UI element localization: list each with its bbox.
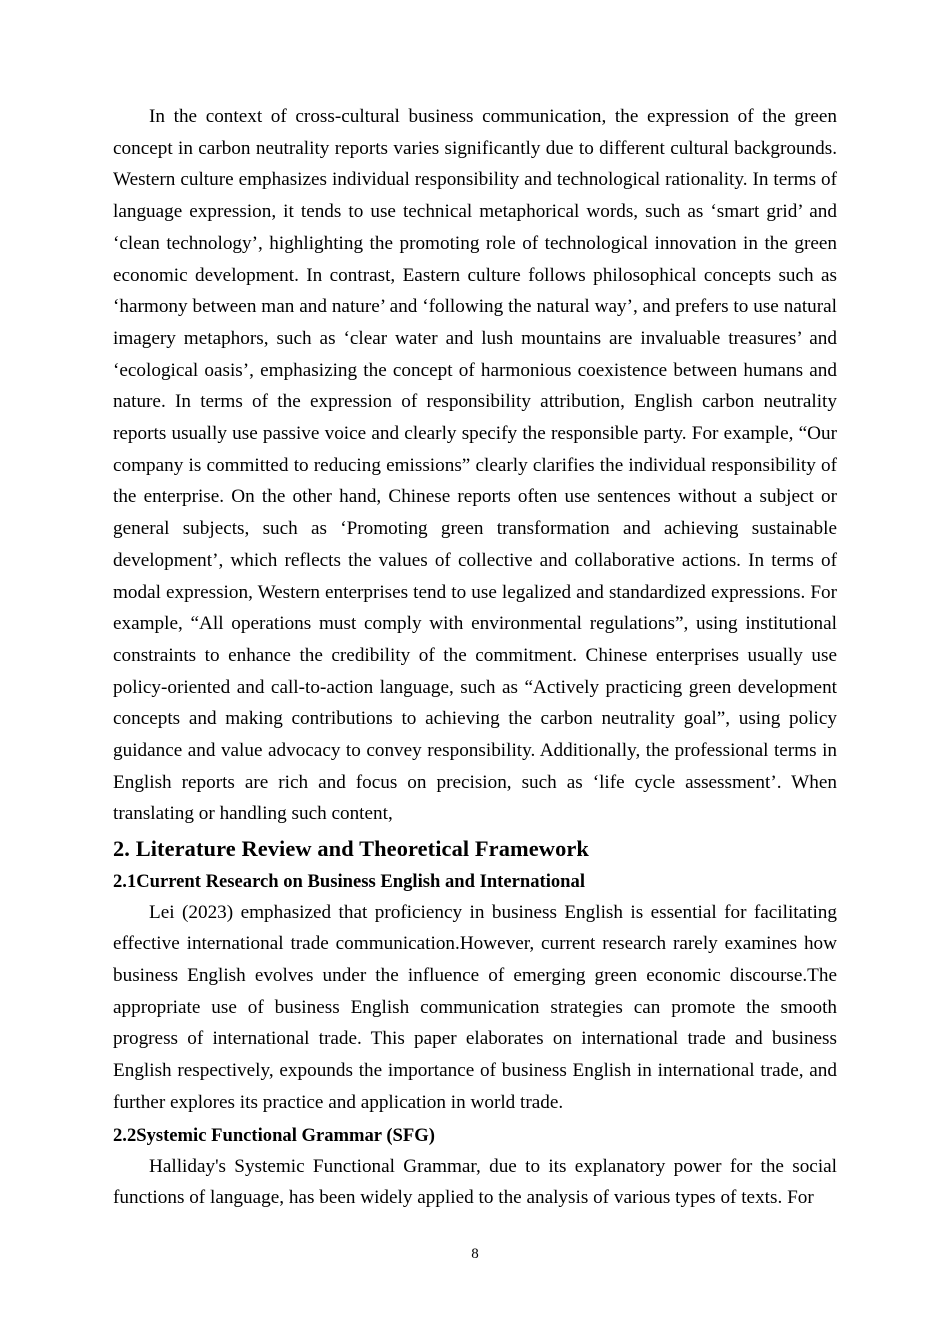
page-content-area: [113, 101, 837, 1214]
section-heading-literature-review: 2. Literature Review and Theoretical Framework: [113, 836, 589, 862]
paragraph-halliday-sfg: Halliday's Systemic Functional Grammar, due to its explanatory power for the social functions of language, has been widely applied to the analysis of various types of texts. For: [113, 1155, 837, 1209]
page-number-footer: 8: [471, 1246, 479, 1262]
paragraph-cross-cultural-expression: In the context of cross-cultural business communication, the expression of the green concept in carbon neutrality reports varies significantly due to different cultural backgrounds. Western culture emphasizes individual responsibility and technological rationality. In terms of language expression, it tends to use technical metaphorical words, such as ‘smart grid’ and ‘clean technology’, highlighting the promoting role of technological innovation in the green economic development. In contrast, Eastern culture follows philosophical concepts such as ‘harmony between man and nature’ and ‘following the natural way’, and prefers to use natural imagery metaphors, such as ‘clear water and lush mountains are invaluable treasures’ and ‘ecological oasis’, emphasizing the concept of harmonious coexistence between humans and nature. In terms of the expression of responsibility attribution, English carbon neutrality reports usually use passive voice and clearly specify the responsible party. For example, “Our company is committed to reducing emissions” clearly clarifies the individual responsibility of the enterprise. On the other hand, Chinese reports often use sentences without a subject or general subjects, such as ‘Promoting green transformation and achieving sustainable development’, which reflects the values of collective and collaborative actions. In terms of modal expression, Western enterprises tend to use legalized and standardized expressions. For example, “All operations must comply with environmental regulations”, using institutional constraints to enhance the credibility of the commitment. Chinese enterprises usually use policy-oriented and call-to-action language, such as “Actively practicing green development concepts and making contributions to achieving the carbon neutrality goal”, using policy guidance and value advocacy to convey responsibility. Additionally, the professional terms in English reports are rich and focus on precision, such as ‘life cycle assessment’. When translating or handling such content,: [113, 106, 837, 825]
subsection-heading-2-2-systemic-functional-grammar: 2.2Systemic Functional Grammar (SFG): [113, 1124, 435, 1146]
subsection-heading-2-1-current-research: 2.1Current Research on Business English and International: [113, 870, 585, 892]
paragraph-lei-2023-business-english: Lei (2023) emphasized that proficiency in business English is essential for facilitating effective international trade communication.However, current research rarely examines how business English evolves under the influence of emerging green economic discourse.The appropriate use of business English communication strategies can promote the smooth progress of international trade. This paper elaborates on international trade and business English respectively, expounds the importance of business English in international trade, and further explores its practice and application in world trade.: [113, 901, 837, 1113]
